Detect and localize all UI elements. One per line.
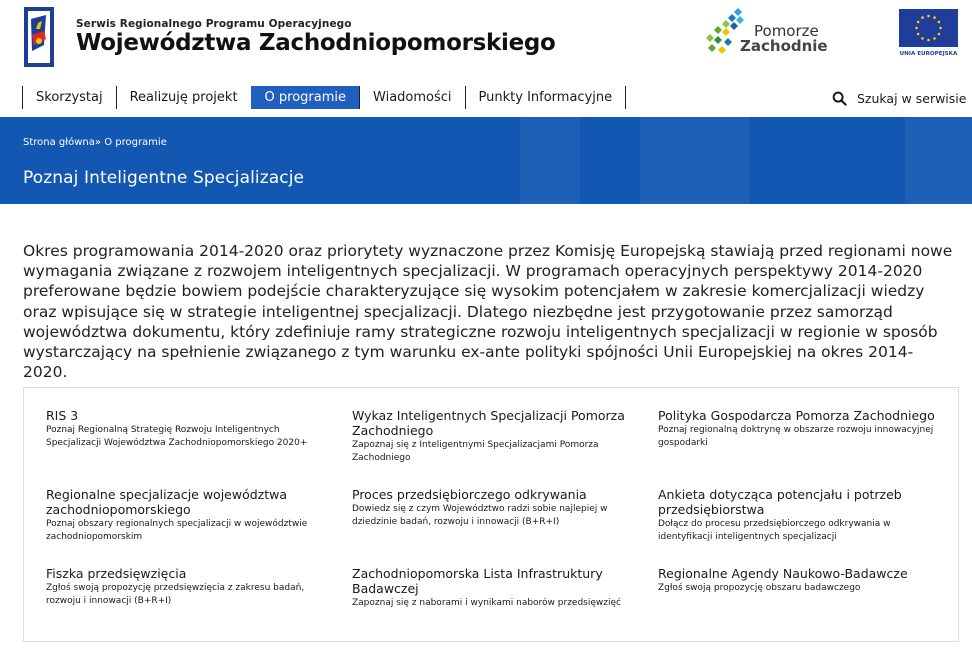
card-description: Dołącz do procesu przedsiębiorczego odkrywania w identyfikacji inteligentnych specjalizacji <box>658 519 891 542</box>
pomorze-text: Pomorze <box>754 22 819 40</box>
breadcrumb-home[interactable]: Strona główna <box>23 137 95 148</box>
fundusze-europejskie-logo[interactable] <box>22 5 56 69</box>
card-description: Zapoznaj się z Inteligentnymi Specjalizacjami Pomorza Zachodniego <box>352 440 599 463</box>
search-label[interactable]: Szukaj w serwisie <box>857 90 967 106</box>
card-fiszka[interactable] <box>46 566 330 607</box>
card-title[interactable]: Ankieta dotycząca potencjału i potrzeb przedsiębiorstwa <box>658 487 902 517</box>
card-proces-odkrywania[interactable] <box>352 487 636 528</box>
card-ankieta[interactable] <box>658 487 942 543</box>
card-title[interactable]: Wykaz Inteligentnych Specjalizacji Pomorza Zachodniego <box>352 408 625 438</box>
card-description: Poznaj obszary regionalnych specjalizacji w województwie zachodniopomorskim <box>46 519 308 542</box>
banner-decoration <box>905 117 972 204</box>
intro-paragraph: Okres programowania 2014-2020 oraz priorytety wyznaczone przez Komisję Europejską stawiają przed regionami nowe wymagania związane z rozwojem inteligentnych specjalizacji. W programach operacyjnych perspektywy 2014-2020 preferowane będzie bowiem podejście charakteryzujące się wysokim potencjałem w zakresie komercjalizacji wiedzy oraz wpisujące się w strategie inteligentnej specjalizacji. Dlatego niezbędne jest przygotowanie przez samorząd województwa dokumentu, który zdefiniuje ramy strategiczne rozwoju inteligentnych specjalizacji w regionie w sposób wystarczający na spełnienie związanego z tym warunku ex-ante polityki spójności Unii Europejskiej na okres 2014-2020. <box>23 242 953 382</box>
card-description: Poznaj regionalną doktrynę w obszarze rozwoju innowacyjnej gospodarki <box>658 425 934 448</box>
link-grid <box>23 387 959 642</box>
card-description: Zapoznaj się z naborami i wynikami naborów przedsięwzięć <box>352 598 621 608</box>
page-title: Poznaj Inteligentne Specjalizacje <box>23 168 305 188</box>
site-header <box>0 0 972 76</box>
card-title[interactable]: Polityka Gospodarcza Pomorza Zachodniego <box>658 408 935 423</box>
site-title[interactable]: Województwa Zachodniopomorskiego <box>76 30 556 56</box>
card-agendy[interactable] <box>658 566 942 595</box>
banner-decoration <box>520 117 580 204</box>
nav-item-realizuje-projekt[interactable]: Realizuję projekt <box>116 86 251 109</box>
card-description: Poznaj Regionalną Strategię Rozwoju Inteligentnych Specjalizacji Województwa Zachodniopomorskiego 2020+ <box>46 425 308 448</box>
banner-decoration <box>640 117 750 204</box>
nav-item-skorzystaj[interactable]: Skorzystaj <box>22 86 116 109</box>
nav-item-o-programie[interactable]: O programie <box>251 86 359 109</box>
page-banner <box>0 117 972 204</box>
card-title[interactable]: Proces przedsiębiorczego odkrywania <box>352 487 587 502</box>
zachodnie-text: Zachodnie <box>740 37 828 55</box>
eu-label: UNIA EUROPEJSKA <box>899 51 958 57</box>
card-description: Zgłoś swoją propozycję obszaru badawczego <box>658 583 861 593</box>
nav-item-wiadomosci[interactable]: Wiadomości <box>359 86 465 109</box>
card-wykaz-specjalizacji[interactable] <box>352 408 636 464</box>
main-nav <box>22 86 626 109</box>
search-icon[interactable] <box>832 91 847 106</box>
card-title[interactable]: Regionalne Agendy Naukowo-Badawcze <box>658 566 908 581</box>
breadcrumb-separator: » <box>94 137 101 148</box>
card-regionalne-specjalizacje[interactable] <box>46 487 330 543</box>
card-description: Zgłoś swoją propozycję przedsięwzięcia z zakresu badań, rozwoju i innowacji (B+R+I) <box>46 583 305 606</box>
site-subtitle: Serwis Regionalnego Programu Operacyjnego <box>76 18 352 30</box>
card-polityka-gospodarcza[interactable] <box>658 408 942 449</box>
nav-item-punkty-informacyjne[interactable]: Punkty Informacyjne <box>465 86 627 109</box>
search-link[interactable] <box>832 88 966 108</box>
card-title[interactable]: RIS 3 <box>46 408 79 423</box>
card-title[interactable]: Fiszka przedsięwzięcia <box>46 566 187 581</box>
breadcrumb <box>23 137 167 148</box>
eu-flag-logo[interactable] <box>899 9 958 57</box>
card-lista-infrastruktury[interactable] <box>352 566 636 610</box>
card-ris3[interactable] <box>46 408 330 449</box>
card-title[interactable]: Zachodniopomorska Lista Infrastruktury Badawczej <box>352 566 603 596</box>
card-description: Dowiedz się z czym Województwo radzi sobie najlepiej w dziedzinie badań, rozwoju i innowacji (B+R+I) <box>352 504 608 527</box>
breadcrumb-current: O programie <box>104 137 167 148</box>
card-title[interactable]: Regionalne specjalizacje województwa zachodniopomorskiego <box>46 487 288 517</box>
